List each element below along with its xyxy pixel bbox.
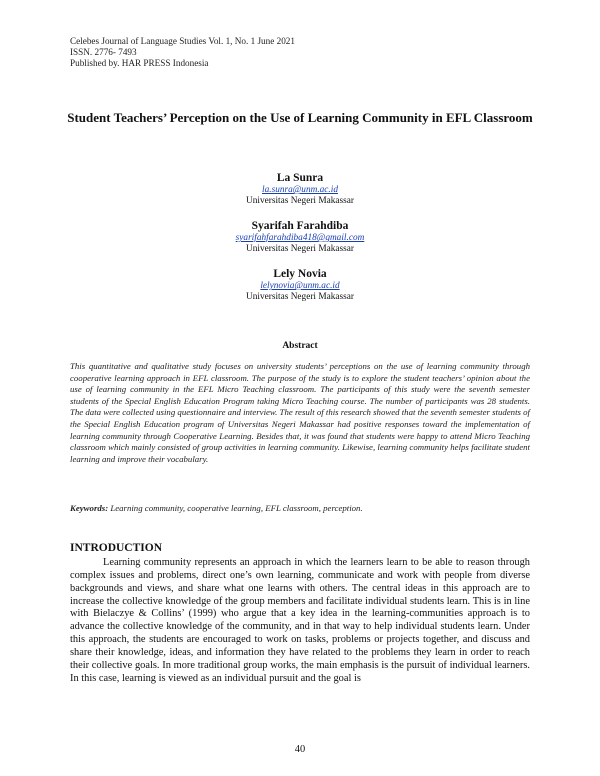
author-block	[0, 171, 600, 207]
author-block	[0, 267, 600, 303]
keywords	[70, 503, 530, 514]
author-affiliation: Universitas Negeri Makassar	[246, 244, 354, 254]
introduction-heading: INTRODUCTION	[70, 542, 163, 554]
paper-title: Student Teachers’ Perception on the Use of Learning Community in EFL Classroom	[67, 110, 533, 125]
author-affiliation: Universitas Negeri Makassar	[246, 196, 354, 206]
journal-issn: ISSN. 2776- 7493	[70, 47, 137, 57]
page-number: 40	[294, 744, 306, 755]
journal-name: Celebes Journal of Language Studies Vol. 1, No. 1 June 2021	[70, 36, 295, 46]
author-email-link[interactable]: lelynovia@unm.ac.id	[260, 281, 340, 291]
author-name: La Sunra	[276, 172, 324, 184]
author-email-link[interactable]: syarifahfarahdiba418@gmail.com	[235, 233, 365, 243]
author-name: Lely Novia	[273, 268, 327, 280]
journal-publisher: Published by. HAR PRESS Indonesia	[70, 58, 209, 68]
abstract-heading: Abstract	[282, 341, 318, 351]
keywords-text: Learning community, cooperative learning, EFL classroom, perception.	[110, 503, 363, 513]
journal-header	[70, 36, 295, 69]
author-email-link[interactable]: la.sunra@unm.ac.id	[262, 185, 338, 195]
author-name: Syarifah Farahdiba	[251, 220, 349, 232]
author-affiliation: Universitas Negeri Makassar	[246, 292, 354, 302]
introduction-paragraph: Learning community represents an approach in which the learners learn to be able to reason through complex issues and problems, direct one’s own learning, communicate and work with people from diverse backgrounds and views, and share what one learns with others. The central ideas in this approach are to increase the collective knowledge of the group members and facilitate individual students learn. This is in line with Bielaczye & Collins’ (1999) who argue that a key idea in the learning-communities approach is to advance the collective knowledge of the community, and in that way to help individual students learn. Under this approach, the students are encouraged to work on tasks, problems or projects together, and discuss and share their knowledge, ideas, and information they have related to the problems they learn in order to reach their collective goals. In more traditional group works, the main emphasis is the pursuit of individual learners. In this case, learning is viewed as an individual pursuit and the goal is	[70, 557, 530, 684]
keywords-label: Keywords:	[70, 503, 109, 513]
author-block	[0, 219, 600, 255]
abstract-text: This quantitative and qualitative study focuses on university students’ perceptions on the use of learning community through cooperative learning approach in EFL classroom. The purpose of the study is to explore the student teachers’ opinion about the use of learning community in the EFL Micro Teaching classroom. The participants of this study were the seventh semester students of the Special English Education Program taking Micro Teaching course. The number of participants was 28 students. The data were collected using questionnaire and interview. The result of this research showed that the seventh semester students of the Special English Education program of Universitas Negeri Makassar had positive responses toward the implementation of learning community through Cooperative Learning. Besides that, it was found that students were happy to attend Micro Teaching classroom which mainly consisted of group activities in learning community. Likewise, learning community helps facilitate student learning and improve their vocabulary.	[70, 361, 530, 464]
